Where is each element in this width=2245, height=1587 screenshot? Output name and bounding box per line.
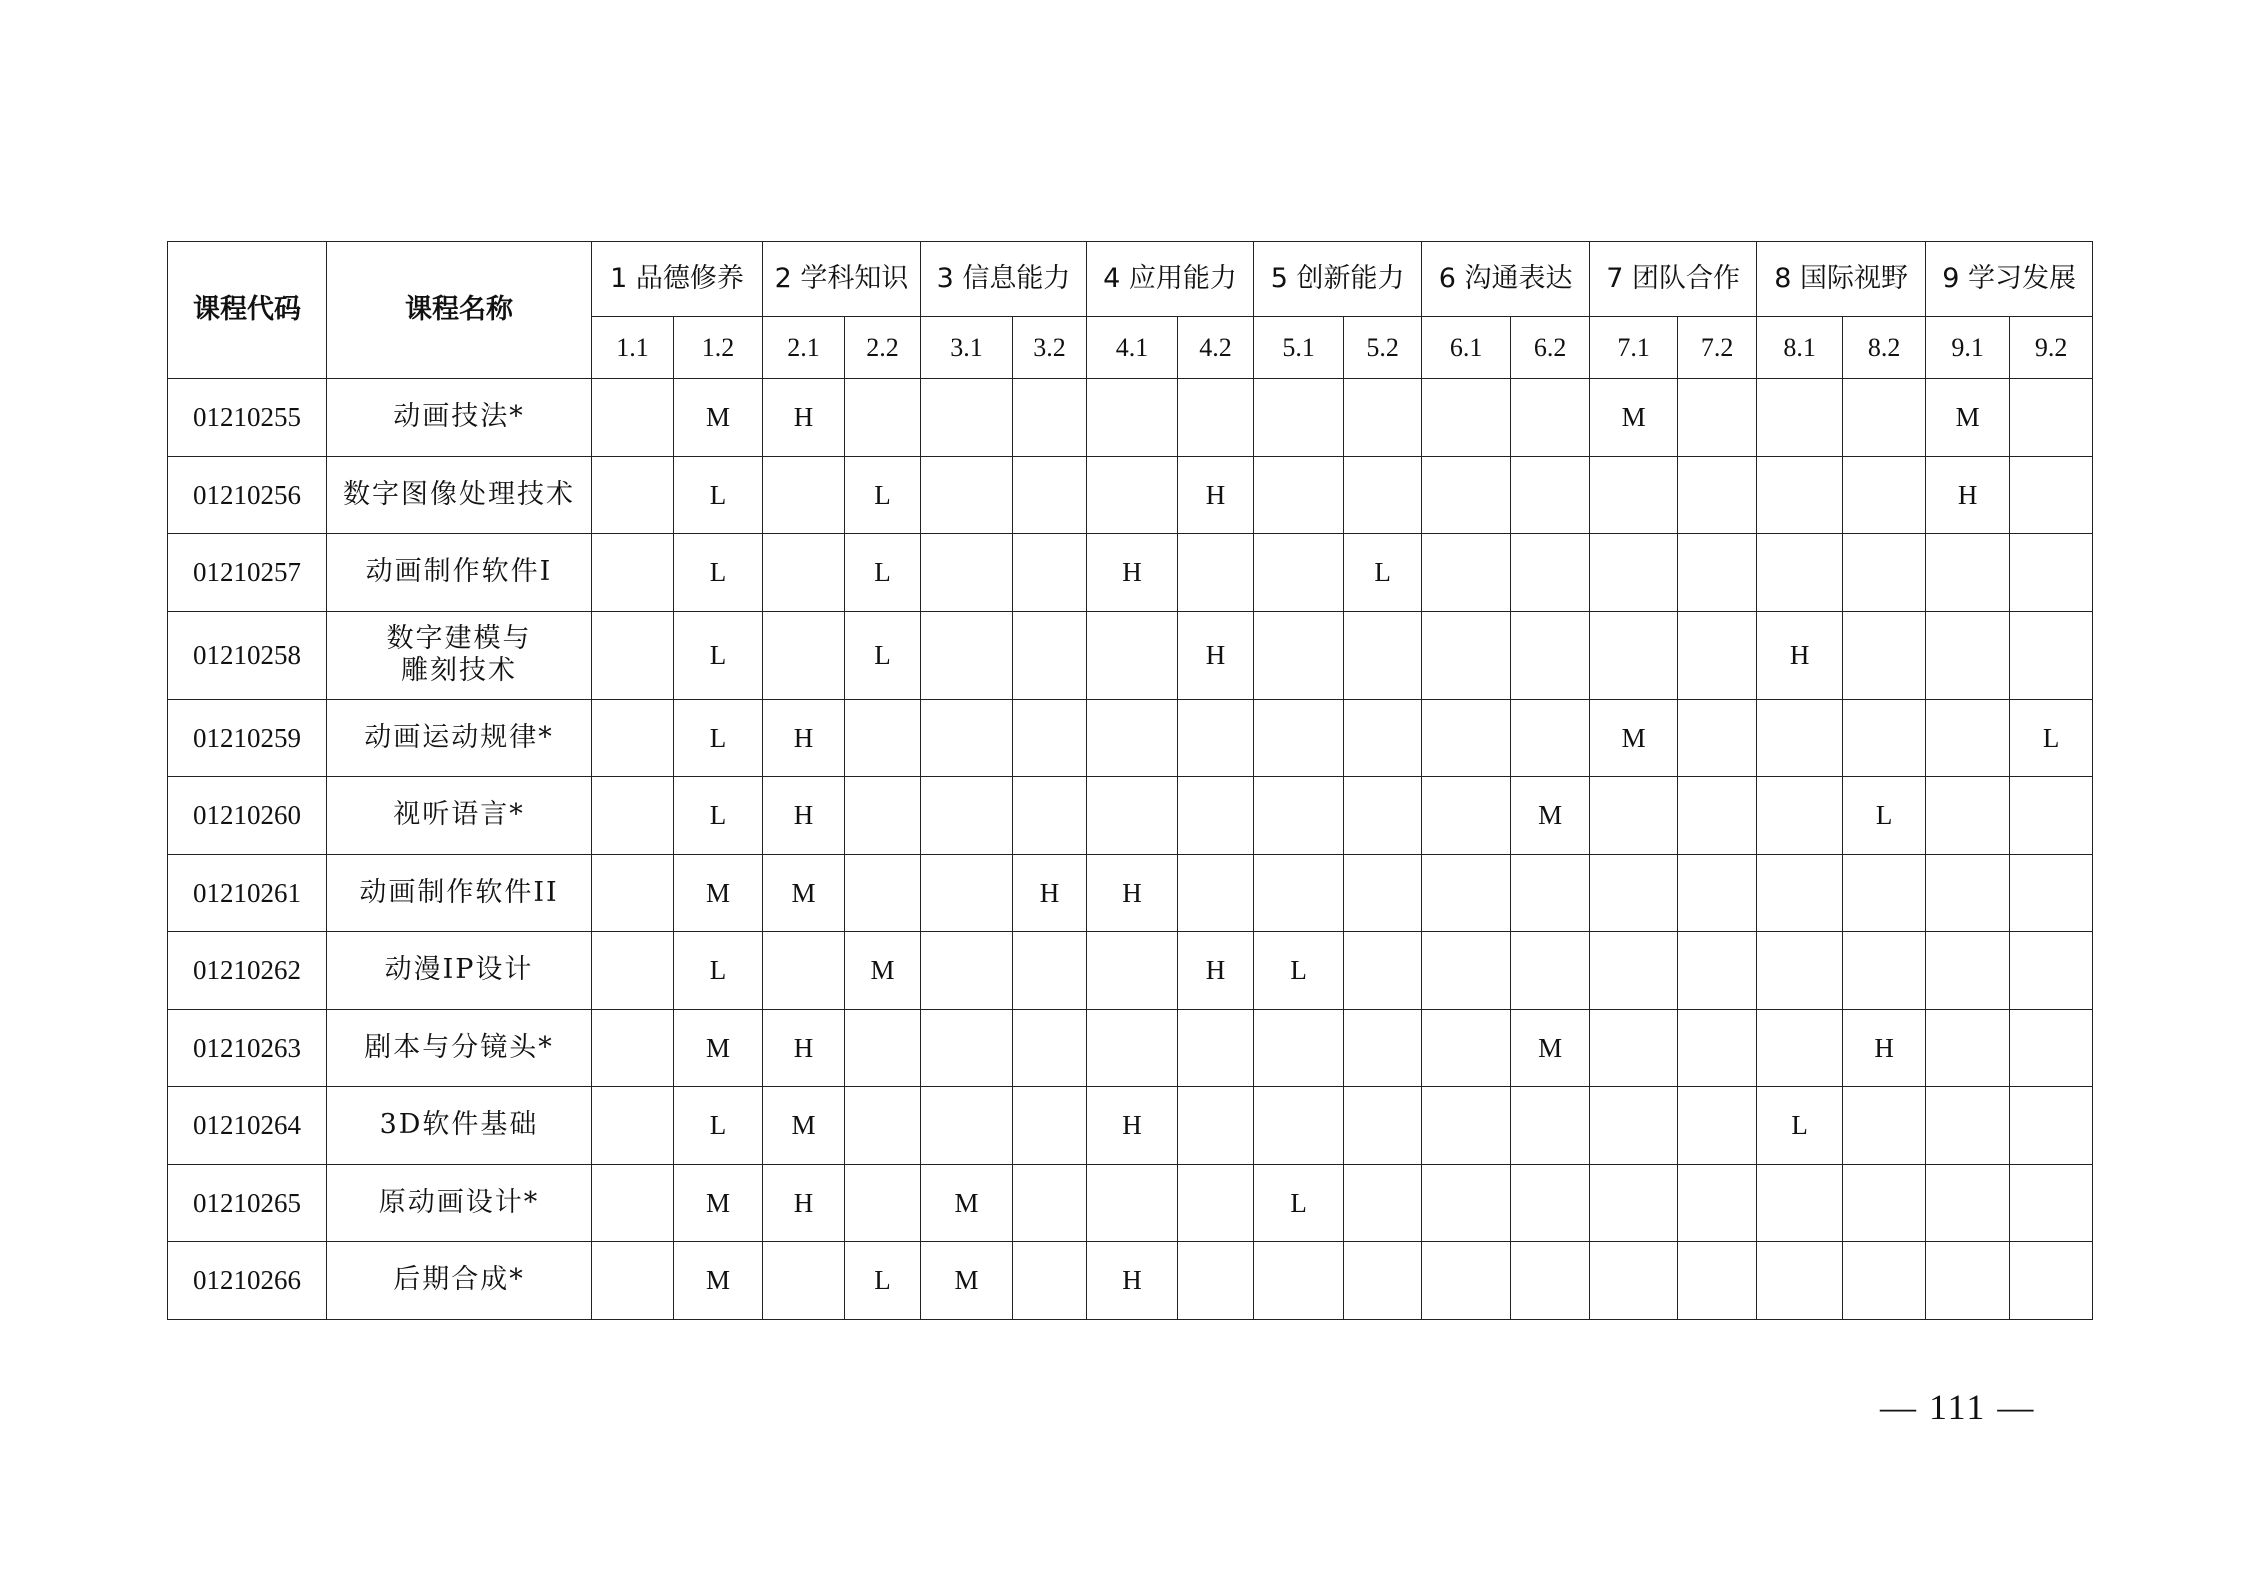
support-level-cell: M [1590, 699, 1678, 777]
support-level-cell [1678, 854, 1757, 932]
header-sub: 5.2 [1344, 317, 1422, 379]
course-name-cell: 动画制作软件II [327, 854, 592, 932]
course-code-cell: 01210261 [168, 854, 327, 932]
support-level-cell [1843, 456, 1926, 534]
course-code-cell: 01210260 [168, 777, 327, 855]
support-level-cell [763, 932, 845, 1010]
support-level-cell [1926, 534, 2010, 612]
support-level-cell [1422, 777, 1511, 855]
header-sub: 7.2 [1678, 317, 1757, 379]
support-level-cell [1254, 854, 1344, 932]
support-level-cell [1344, 1242, 1422, 1320]
support-level-cell [1926, 932, 2010, 1010]
header-sub: 3.1 [921, 317, 1013, 379]
support-level-cell [1757, 1242, 1843, 1320]
table-row [168, 1242, 2093, 1320]
course-code-cell: 01210259 [168, 699, 327, 777]
support-level-cell [592, 456, 674, 534]
support-level-cell [921, 854, 1013, 932]
support-level-cell [2010, 379, 2093, 457]
support-level-cell [1678, 777, 1757, 855]
support-level-cell: H [1178, 611, 1254, 699]
support-level-cell [1178, 379, 1254, 457]
support-level-cell: H [763, 777, 845, 855]
support-level-cell [1511, 379, 1590, 457]
support-level-cell [1087, 611, 1178, 699]
support-level-cell [1087, 777, 1178, 855]
support-level-cell [1590, 1009, 1678, 1087]
support-level-cell [1757, 456, 1843, 534]
support-level-cell [1843, 534, 1926, 612]
support-level-cell [1926, 1009, 2010, 1087]
support-level-cell: M [763, 854, 845, 932]
table-row [168, 379, 2093, 457]
table-row [168, 1164, 2093, 1242]
course-code-cell: 01210258 [168, 611, 327, 699]
support-level-cell: H [1087, 1242, 1178, 1320]
support-level-cell [592, 1242, 674, 1320]
support-level-cell: L [2010, 699, 2093, 777]
support-level-cell: M [674, 854, 763, 932]
support-level-cell [1926, 699, 2010, 777]
support-level-cell: H [1926, 456, 2010, 534]
support-level-cell [1757, 1009, 1843, 1087]
support-level-cell [1254, 456, 1344, 534]
support-level-cell [1178, 699, 1254, 777]
support-level-cell [1087, 699, 1178, 777]
header-sub: 8.1 [1757, 317, 1843, 379]
support-level-cell [1178, 1164, 1254, 1242]
support-level-cell [2010, 1164, 2093, 1242]
support-level-cell [1087, 456, 1178, 534]
support-level-cell: L [1254, 1164, 1344, 1242]
support-level-cell [1344, 777, 1422, 855]
support-level-cell [763, 611, 845, 699]
support-level-cell: H [763, 699, 845, 777]
support-level-cell [845, 854, 921, 932]
support-level-cell [1590, 1242, 1678, 1320]
support-level-cell: M [1590, 379, 1678, 457]
support-level-cell: L [1344, 534, 1422, 612]
support-level-cell [1178, 1009, 1254, 1087]
course-code-cell: 01210257 [168, 534, 327, 612]
course-name-cell: 原动画设计* [327, 1164, 592, 1242]
support-level-cell [921, 611, 1013, 699]
support-level-cell [845, 379, 921, 457]
support-level-cell: L [1757, 1087, 1843, 1165]
support-level-cell [2010, 777, 2093, 855]
header-sub: 1.2 [674, 317, 763, 379]
support-level-cell [592, 379, 674, 457]
support-level-cell [921, 379, 1013, 457]
support-level-cell [1013, 534, 1087, 612]
header-group-9: 9 学习发展 [1926, 242, 2093, 317]
header-sub: 6.1 [1422, 317, 1511, 379]
support-level-cell: L [845, 456, 921, 534]
support-level-cell: M [845, 932, 921, 1010]
support-level-cell [1254, 1087, 1344, 1165]
support-level-cell [1590, 1164, 1678, 1242]
support-level-cell [1344, 379, 1422, 457]
support-level-cell: L [674, 1087, 763, 1165]
support-level-cell [1344, 854, 1422, 932]
support-level-cell [592, 611, 674, 699]
support-level-cell: H [1087, 1087, 1178, 1165]
support-level-cell: H [763, 379, 845, 457]
support-level-cell [1254, 534, 1344, 612]
course-code-cell: 01210256 [168, 456, 327, 534]
support-level-cell: M [921, 1164, 1013, 1242]
course-name-cell: 视听语言* [327, 777, 592, 855]
support-level-cell [1511, 1164, 1590, 1242]
support-level-cell [2010, 1087, 2093, 1165]
table-row [168, 932, 2093, 1010]
course-code-cell: 01210255 [168, 379, 327, 457]
support-level-cell: M [1926, 379, 2010, 457]
support-level-cell [1926, 611, 2010, 699]
support-level-cell [763, 534, 845, 612]
support-level-cell [592, 932, 674, 1010]
support-level-cell [1926, 1242, 2010, 1320]
support-level-cell [1926, 1087, 2010, 1165]
support-level-cell: L [845, 1242, 921, 1320]
support-level-cell [1178, 534, 1254, 612]
header-group-2: 2 学科知识 [763, 242, 921, 317]
course-code-cell: 01210264 [168, 1087, 327, 1165]
table-row [168, 456, 2093, 534]
support-level-cell [1926, 777, 2010, 855]
support-level-cell [1590, 854, 1678, 932]
header-sub: 9.1 [1926, 317, 2010, 379]
support-level-cell [1178, 1087, 1254, 1165]
course-code-cell: 01210266 [168, 1242, 327, 1320]
support-level-cell [1178, 854, 1254, 932]
support-level-cell [2010, 456, 2093, 534]
support-level-cell [1087, 1164, 1178, 1242]
support-level-cell [1087, 379, 1178, 457]
support-level-cell [2010, 1009, 2093, 1087]
header-sub: 8.2 [1843, 317, 1926, 379]
course-ability-matrix-table [167, 241, 2093, 1320]
course-name-cell: 后期合成* [327, 1242, 592, 1320]
header-sub: 3.2 [1013, 317, 1087, 379]
support-level-cell [1757, 379, 1843, 457]
support-level-cell: L [674, 534, 763, 612]
support-level-cell [1843, 1242, 1926, 1320]
support-level-cell [1843, 1164, 1926, 1242]
support-level-cell: H [1757, 611, 1843, 699]
support-level-cell [1178, 777, 1254, 855]
support-level-cell [1344, 932, 1422, 1010]
support-level-cell [845, 1009, 921, 1087]
support-level-cell [1511, 1087, 1590, 1165]
header-sub: 4.2 [1178, 317, 1254, 379]
support-level-cell: H [1178, 932, 1254, 1010]
support-level-cell: H [1087, 854, 1178, 932]
support-level-cell [1843, 699, 1926, 777]
support-level-cell [1678, 699, 1757, 777]
table-row [168, 777, 2093, 855]
header-group-8: 8 国际视野 [1757, 242, 1926, 317]
support-level-cell: L [674, 611, 763, 699]
support-level-cell [1590, 456, 1678, 534]
support-level-cell [1757, 1164, 1843, 1242]
support-level-cell [921, 456, 1013, 534]
support-level-cell [1422, 379, 1511, 457]
support-level-cell: M [1511, 1009, 1590, 1087]
header-course-name: 课程名称 [327, 242, 592, 379]
support-level-cell: L [1843, 777, 1926, 855]
header-group-5: 5 创新能力 [1254, 242, 1422, 317]
support-level-cell [1678, 1087, 1757, 1165]
course-name-cell: 数字图像处理技术 [327, 456, 592, 534]
support-level-cell [845, 777, 921, 855]
support-level-cell [592, 1009, 674, 1087]
support-level-cell [1422, 534, 1511, 612]
support-level-cell [921, 1087, 1013, 1165]
support-level-cell [592, 534, 674, 612]
header-course-code: 课程代码 [168, 242, 327, 379]
support-level-cell [921, 932, 1013, 1010]
support-level-cell [1422, 611, 1511, 699]
support-level-cell: M [674, 379, 763, 457]
support-level-cell [592, 699, 674, 777]
support-level-cell: H [763, 1164, 845, 1242]
table-row [168, 854, 2093, 932]
support-level-cell [1254, 379, 1344, 457]
support-level-cell [1678, 932, 1757, 1010]
course-name-line1: 数字建模与 [386, 622, 532, 654]
support-level-cell [1757, 777, 1843, 855]
support-level-cell [592, 1164, 674, 1242]
course-code-cell: 01210263 [168, 1009, 327, 1087]
support-level-cell [1678, 1164, 1757, 1242]
support-level-cell [2010, 534, 2093, 612]
support-level-cell [921, 1009, 1013, 1087]
header-sub: 2.2 [845, 317, 921, 379]
support-level-cell [1344, 1009, 1422, 1087]
support-level-cell [1013, 1164, 1087, 1242]
course-name-line2: 雕刻技术 [401, 655, 517, 686]
support-level-cell: M [674, 1242, 763, 1320]
course-code-cell: 01210262 [168, 932, 327, 1010]
support-level-cell [1254, 611, 1344, 699]
support-level-cell [1757, 534, 1843, 612]
header-sub: 1.1 [592, 317, 674, 379]
support-level-cell [2010, 932, 2093, 1010]
header-sub: 2.1 [763, 317, 845, 379]
support-level-cell [1511, 1242, 1590, 1320]
support-level-cell [1678, 611, 1757, 699]
support-level-cell [1678, 456, 1757, 534]
support-level-cell [1344, 456, 1422, 534]
header-row-groups [168, 242, 2093, 317]
header-sub: 6.2 [1511, 317, 1590, 379]
support-level-cell [1843, 1087, 1926, 1165]
course-name-cell: 动画运动规律* [327, 699, 592, 777]
header-sub: 4.1 [1087, 317, 1178, 379]
support-level-cell [1590, 611, 1678, 699]
support-level-cell [1511, 854, 1590, 932]
support-level-cell [845, 1164, 921, 1242]
support-level-cell [921, 699, 1013, 777]
support-level-cell [1678, 379, 1757, 457]
table-body [168, 379, 2093, 1320]
support-level-cell [1422, 1009, 1511, 1087]
support-level-cell: L [1254, 932, 1344, 1010]
support-level-cell: L [845, 611, 921, 699]
support-level-cell [1013, 611, 1087, 699]
support-level-cell [763, 456, 845, 534]
support-level-cell [1422, 1242, 1511, 1320]
support-level-cell [763, 1242, 845, 1320]
course-code-cell: 01210265 [168, 1164, 327, 1242]
support-level-cell: M [1511, 777, 1590, 855]
header-group-3: 3 信息能力 [921, 242, 1087, 317]
support-level-cell [845, 699, 921, 777]
support-level-cell [1178, 1242, 1254, 1320]
table-row [168, 534, 2093, 612]
support-level-cell [1013, 932, 1087, 1010]
support-level-cell [921, 534, 1013, 612]
support-level-cell [1013, 379, 1087, 457]
support-level-cell: M [763, 1087, 845, 1165]
course-name-cell: 动漫IP设计 [327, 932, 592, 1010]
support-level-cell [592, 1087, 674, 1165]
support-level-cell [1511, 932, 1590, 1010]
header-group-4: 4 应用能力 [1087, 242, 1254, 317]
header-group-6: 6 沟通表达 [1422, 242, 1590, 317]
support-level-cell [2010, 611, 2093, 699]
support-level-cell [2010, 854, 2093, 932]
support-level-cell [1678, 1242, 1757, 1320]
support-level-cell [1678, 534, 1757, 612]
support-level-cell [1511, 534, 1590, 612]
support-level-cell: L [674, 456, 763, 534]
support-level-cell [1422, 854, 1511, 932]
support-level-cell [1757, 854, 1843, 932]
support-level-cell [1013, 1009, 1087, 1087]
support-level-cell [1422, 932, 1511, 1010]
support-level-cell [1254, 1009, 1344, 1087]
support-level-cell [1013, 777, 1087, 855]
support-level-cell: M [674, 1164, 763, 1242]
support-level-cell [1511, 699, 1590, 777]
support-level-cell [1013, 699, 1087, 777]
support-level-cell [1757, 932, 1843, 1010]
support-level-cell: L [674, 932, 763, 1010]
header-group-1: 1 品德修养 [592, 242, 763, 317]
support-level-cell: H [1178, 456, 1254, 534]
support-level-cell [1344, 699, 1422, 777]
support-level-cell [1678, 1009, 1757, 1087]
support-level-cell [1254, 699, 1344, 777]
table-row [168, 1087, 2093, 1165]
support-level-cell: H [763, 1009, 845, 1087]
support-level-cell [1757, 699, 1843, 777]
support-level-cell [1422, 699, 1511, 777]
support-level-cell [1087, 932, 1178, 1010]
table-row [168, 699, 2093, 777]
support-level-cell [1843, 379, 1926, 457]
header-group-7: 7 团队合作 [1590, 242, 1757, 317]
support-level-cell: L [845, 534, 921, 612]
support-level-cell [1843, 932, 1926, 1010]
course-name-cell: 动画制作软件Ⅰ [327, 534, 592, 612]
support-level-cell [592, 854, 674, 932]
support-level-cell [1590, 534, 1678, 612]
support-level-cell: L [674, 699, 763, 777]
support-level-cell [1511, 456, 1590, 534]
support-level-cell: H [1843, 1009, 1926, 1087]
support-level-cell [1511, 611, 1590, 699]
support-level-cell [2010, 1242, 2093, 1320]
support-level-cell [845, 1087, 921, 1165]
support-level-cell [1843, 611, 1926, 699]
support-level-cell: H [1013, 854, 1087, 932]
support-level-cell [1590, 932, 1678, 1010]
table-row [168, 611, 2093, 699]
support-level-cell [1590, 777, 1678, 855]
support-level-cell [592, 777, 674, 855]
support-level-cell [1087, 1009, 1178, 1087]
course-name-cell: 动画技法* [327, 379, 592, 457]
page-number: — 111 — [1880, 1387, 2036, 1427]
support-level-cell [1344, 1164, 1422, 1242]
support-level-cell: H [1087, 534, 1178, 612]
support-level-cell [1344, 1087, 1422, 1165]
support-level-cell [1254, 777, 1344, 855]
support-level-cell [1013, 456, 1087, 534]
support-level-cell [1422, 1087, 1511, 1165]
header-sub: 7.1 [1590, 317, 1678, 379]
support-level-cell [1013, 1087, 1087, 1165]
support-level-cell [1254, 1242, 1344, 1320]
header-sub: 5.1 [1254, 317, 1344, 379]
support-level-cell [1843, 854, 1926, 932]
support-level-cell [1926, 1164, 2010, 1242]
course-name-cell [327, 611, 592, 699]
support-level-cell: M [921, 1242, 1013, 1320]
support-level-cell [1926, 854, 2010, 932]
support-level-cell [1344, 611, 1422, 699]
header-sub: 9.2 [2010, 317, 2093, 379]
support-level-cell: M [674, 1009, 763, 1087]
support-level-cell: L [674, 777, 763, 855]
support-level-cell [1422, 456, 1511, 534]
support-level-cell [1013, 1242, 1087, 1320]
support-level-cell [921, 777, 1013, 855]
support-level-cell [1590, 1087, 1678, 1165]
support-level-cell [1422, 1164, 1511, 1242]
course-name-cell: 剧本与分镜头* [327, 1009, 592, 1087]
table-row [168, 1009, 2093, 1087]
course-name-cell: 3D软件基础 [327, 1087, 592, 1165]
